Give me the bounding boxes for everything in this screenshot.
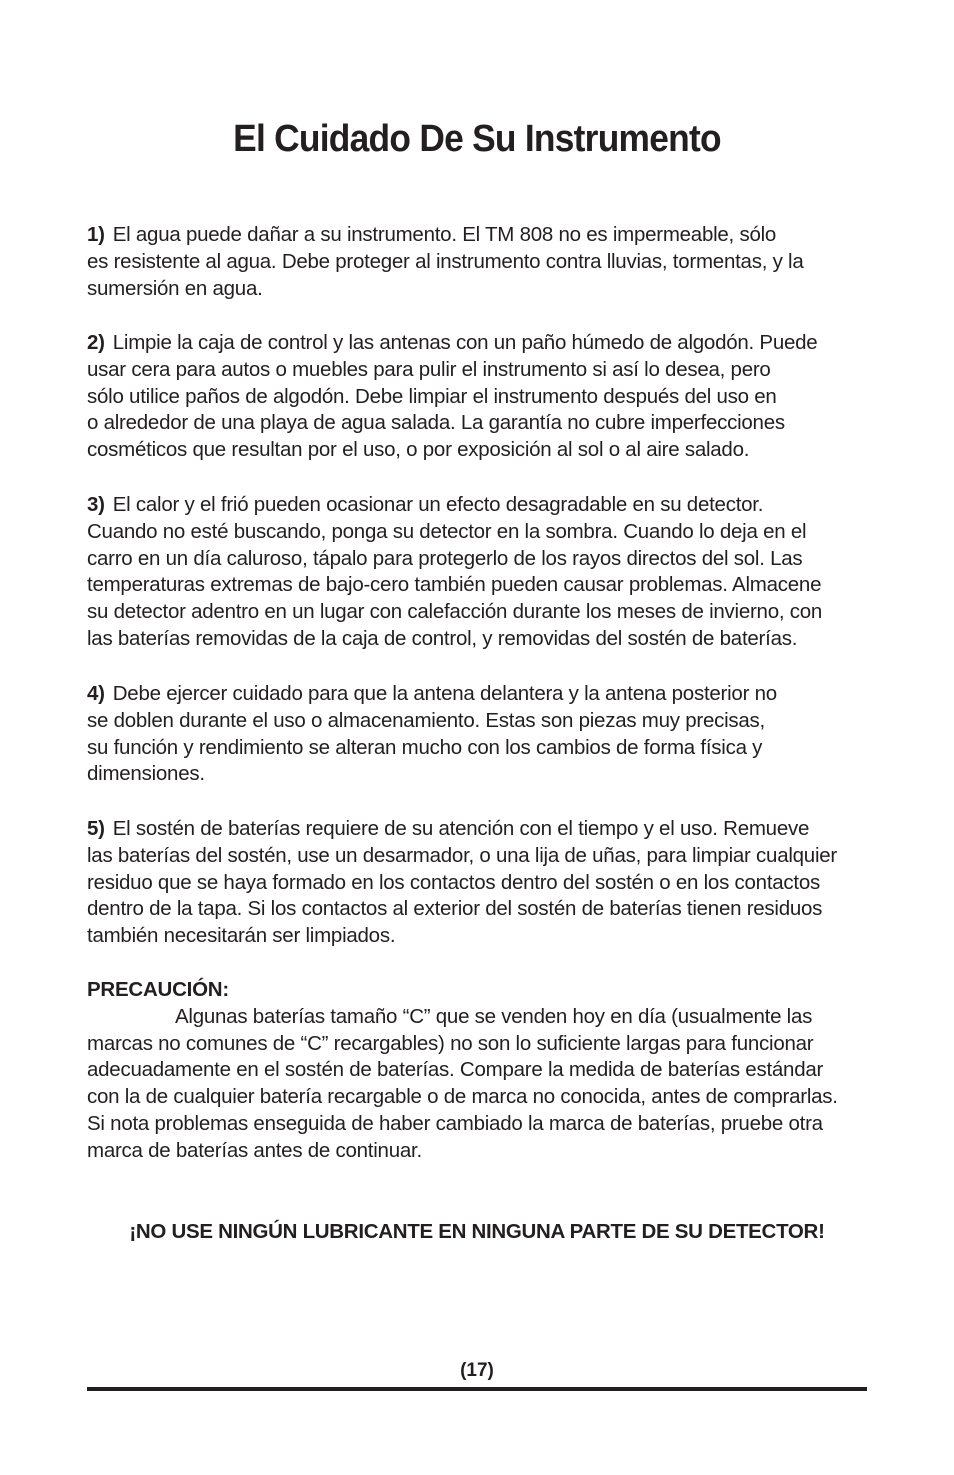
item-number: 3) [87,493,105,516]
item-line: o alrededor de una playa de agua salada. La garantía no cubre imperfecciones [87,411,785,435]
caution-line: Si nota problemas enseguida de haber cambiado la marca de baterías, pruebe otra [87,1111,823,1135]
item-text: El agua puede dañar a su instrumento. El TM 808 no es impermeable, sólo [112,223,777,246]
item-text: El calor y el frió pueden ocasionar un efecto desagradable en su detector. [112,493,764,516]
item-line: sólo utilice paños de algodón. Debe limpiar el instrumento después del uso en [87,384,777,408]
item-line: temperaturas extremas de bajo-cero también pueden causar problemas. Almacene [87,573,822,597]
item-text: Debe ejercer cuidado para que la antena delantera y la antena posterior no [112,682,777,705]
item-line: dentro de la tapa. Si los contactos al exterior del sostén de baterías tienen residuos [87,897,823,921]
care-item-4 [87,681,887,788]
item-line: sumersión en agua. [87,276,263,300]
item-line: cosméticos que resultan por el uso, o por exposición al sol o al aire salado. [87,438,750,462]
item-line: es resistente al agua. Debe proteger al instrumento contra lluvias, tormentas, y la [87,249,804,273]
item-text: El sostén de baterías requiere de su atención con el tiempo y el uso. Remueve [112,817,810,840]
caution-section [87,977,887,1165]
item-line: Cuando no esté buscando, ponga su detector en la sombra. Cuando lo deja en el [87,519,807,543]
caution-line: con la de cualquier batería recargable o de marca no conocida, antes de comprarlas. [87,1085,838,1109]
item-line: su detector adentro en un lugar con calefacción durante los meses de invierno, con [87,600,823,624]
care-item-3 [87,492,887,653]
caution-heading: PRECAUCIÓN: [87,978,229,1001]
item-line: residuo que se haya formado en los contactos dentro del sostén o en los contactos [87,870,821,894]
item-line: carro en un día caluroso, tápalo para protegerlo de los rayos directos del sol. Las [87,546,803,570]
item-line: dimensiones. [87,762,205,786]
caution-line: Algunas baterías tamaño “C” que se venden hoy en día (usualmente las [175,1004,813,1028]
lubricant-warning: ¡NO USE NINGÚN LUBRICANTE EN NINGUNA PARTE DE SU DETECTOR! [129,1220,825,1243]
caution-line: marca de baterías antes de continuar. [87,1138,422,1162]
caution-line: marcas no comunes de “C” recargables) no son lo suficiente largas para funcionar [87,1031,814,1055]
care-item-2 [87,330,887,464]
item-line: también necesitarán ser limpiados. [87,924,396,948]
caution-line: adecuadamente en el sostén de baterías. Compare la medida de baterías estándar [87,1058,824,1082]
item-line [87,492,887,519]
item-text: Limpie la caja de control y las antenas con un paño húmedo de algodón. Puede [112,331,818,354]
item-line [87,816,887,843]
item-line [87,222,887,249]
care-item-1 [87,222,887,302]
page-title: El Cuidado De Su Instrumento [233,118,721,160]
item-line: las baterías removidas de la caja de control, y removidas del sostén de baterías. [87,626,798,650]
item-line: se doblen durante el uso o almacenamiento. Estas son piezas muy precisas, [87,708,765,732]
footer-divider [87,1387,867,1391]
item-number: 4) [87,682,105,705]
item-line [87,681,887,708]
item-line: su función y rendimiento se alteran mucho con los cambios de forma física y [87,735,763,759]
item-number: 2) [87,331,105,354]
item-line: las baterías del sostén, use un desarmador, o una lija de uñas, para limpiar cualquier [87,843,837,867]
item-line [87,330,887,357]
care-item-5 [87,816,887,950]
page-number: (17) [460,1360,494,1381]
item-line: usar cera para autos o muebles para pulir el instrumento si así lo desea, pero [87,357,771,381]
item-number: 1) [87,223,105,246]
item-number: 5) [87,817,105,840]
